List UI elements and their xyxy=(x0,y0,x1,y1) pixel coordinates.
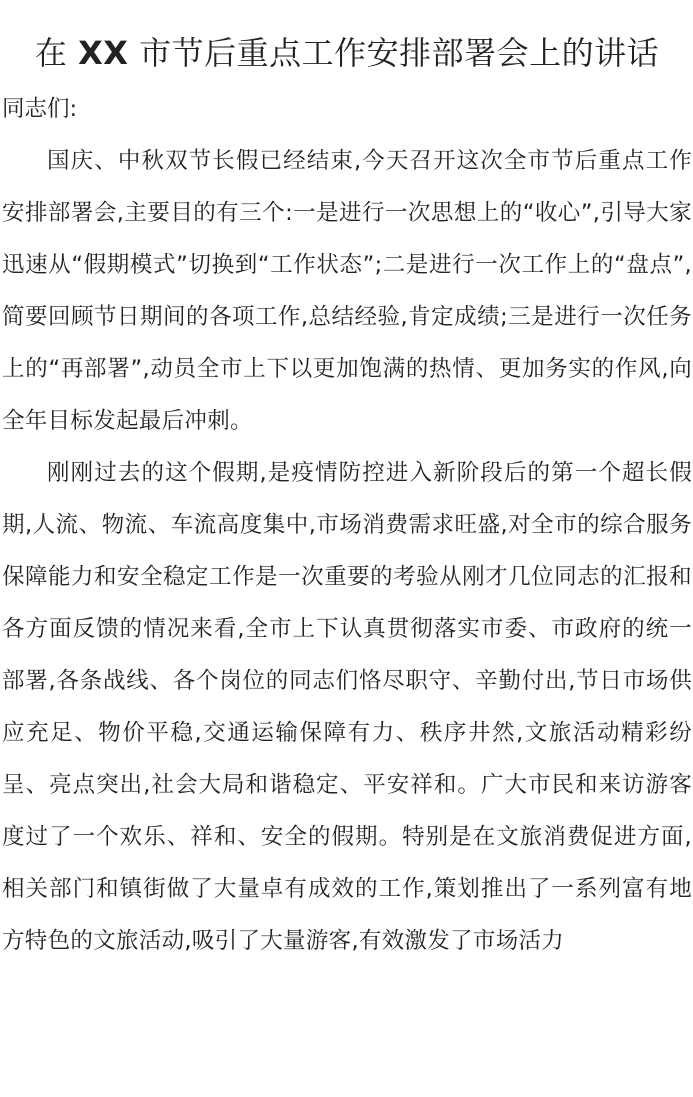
title-suffix: 市节后重点工作安排部署会上的讲话 xyxy=(128,34,660,72)
paragraph-holiday-review: 刚刚过去的这个假期,是疫情防控进入新阶段后的第一个超长假期,人流、物流、车流高度集中,市场消费需求旺盛,对全市的综合服务保障能力和安全稳定工作是一次重要的考验从刚才几位同志的汇报和各方面反馈的情况来看,全市上下认真贯彻落实市委、市政府的统一部署,各条战线、各个岗位的同志们恪尽职守、辛勤付出,节日市场供应充足、物价平稳,交通运输保障有力、秩序井然,文旅活动精彩纷呈、亮点突出,社会大局和谐稳定、平安祥和。广大市民和来访游客度过了一个欢乐、祥和、安全的假期。特别是在文旅消费促进方面,相关部门和镇街做了大量卓有成效的工作,策划推出了一系列富有地方特色的文旅活动,吸引了大量游客,有效激发了市场活力 xyxy=(2,460,692,954)
document-title xyxy=(2,30,692,76)
paragraph-opening: 国庆、中秋双节长假已经结束,今天召开这次全市节后重点工作安排部署会,主要目的有三个:一是进行一次思想上的“收心”,引导大家迅速从“假期模式”切换到“工作状态”;二是进行一次工作上的“盘点”,简要回顾节日期间的各项工作,总结经验,肯定成绩;三是进行一次任务上的“再部署”,动员全市上下以更加饱满的热情、更加务实的作风,向全年目标发起最后冲刺。 xyxy=(2,148,692,434)
salutation: 同志们: xyxy=(2,96,78,122)
title-city-placeholder: XX xyxy=(78,34,129,72)
title-prefix: 在 xyxy=(34,34,79,72)
